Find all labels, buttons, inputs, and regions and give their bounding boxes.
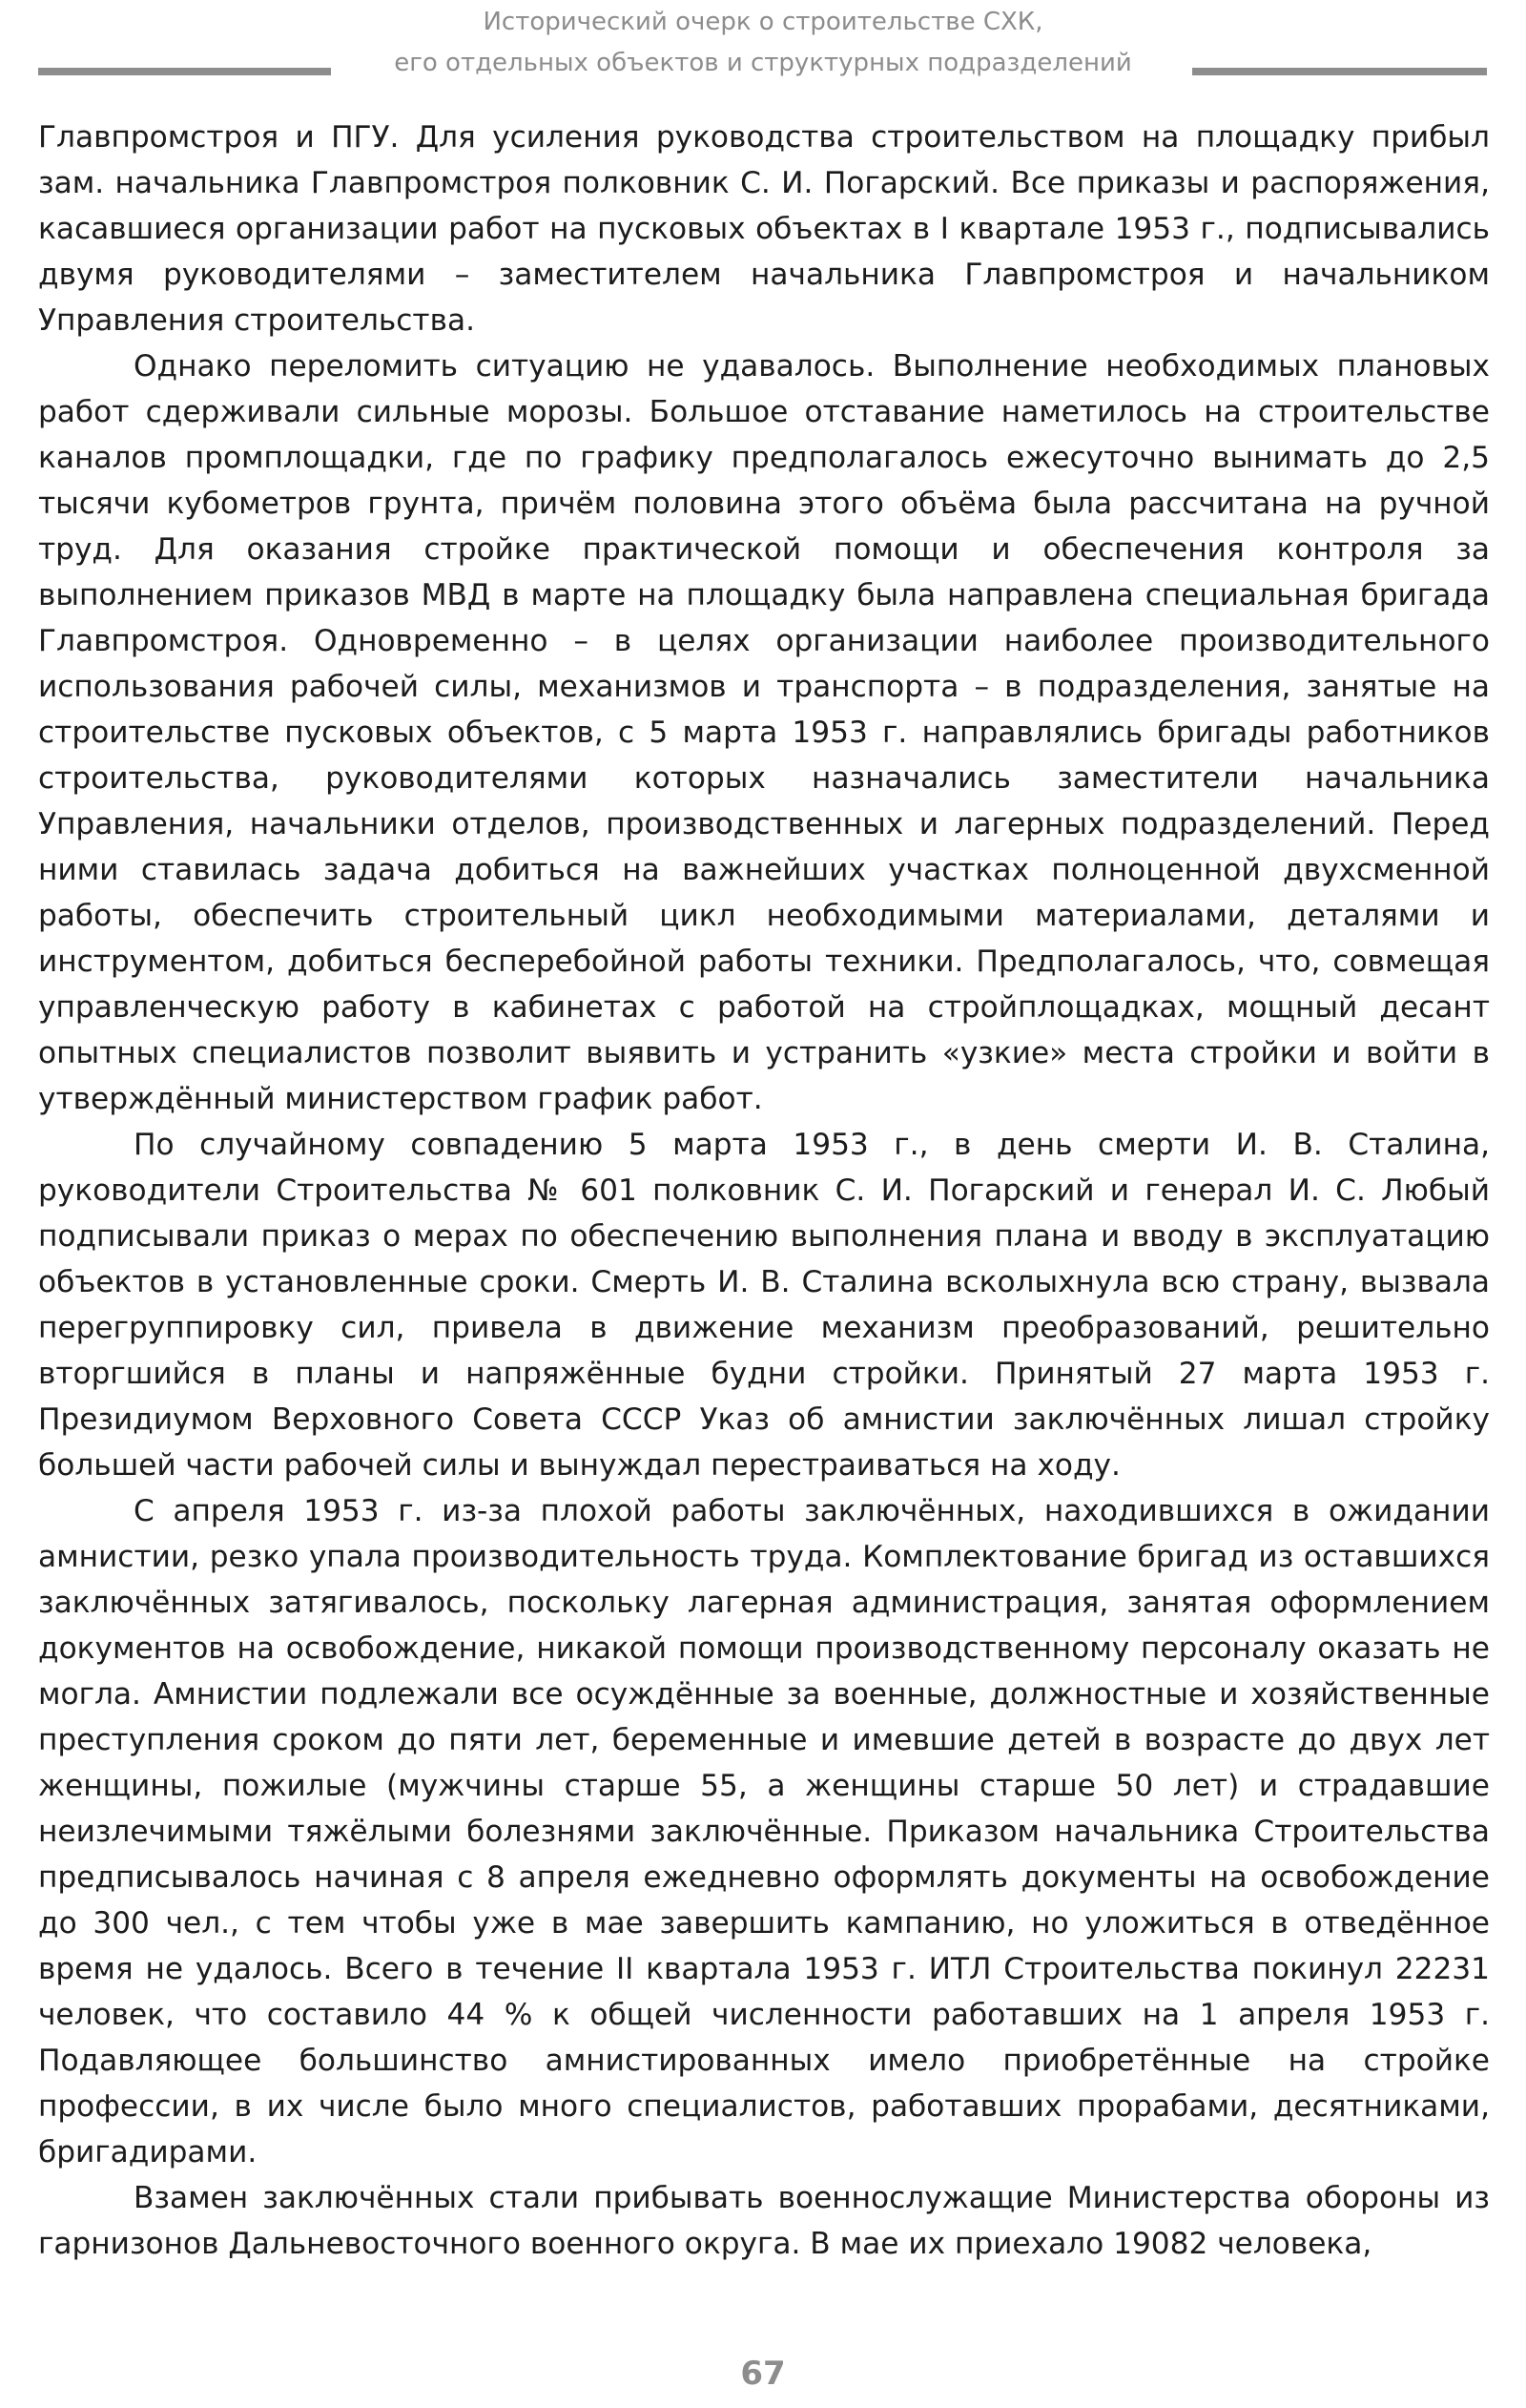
header-rule-right (1192, 68, 1487, 75)
body-text (38, 114, 1490, 2267)
header-title-line-1: Исторический очерк о строительстве СХК, (483, 8, 1043, 36)
paragraph: Взамен заключённых стали прибывать военнослужащие Министерства обороны из гарнизонов Дальневосточного военного округа. В мае их приехало 19082 человека, (38, 2181, 1490, 2261)
running-header (0, 8, 1526, 84)
paragraph: По случайному совпадению 5 марта 1953 г., в день смерти И. В. Сталина, руководители Строительства № 601 полковник С. И. Погарский и генерал И. С. Любый подписывали приказ о мерах по обеспечению выполнения плана и вводу в эксплуатацию объектов в установленные сроки. Смерть И. В. Сталина всколыхнула всю страну, вызвала перегруппировку сил, привела в движение механизм преобразований, решительно вторгшийся в планы и напряжённые будни стройки. Принятый 27 марта 1953 г. Президиумом Верховного Совета СССР Указ об амнистии заключённых лишал стройку большей части рабочей силы и вынуждал перестраиваться на ходу. (38, 1128, 1490, 1483)
header-title-line-2: его отдельных объектов и структурных подразделений (394, 49, 1132, 77)
paragraph-continuation: Главпромстроя и ПГУ. Для усиления руководства строительством на площадку прибыл зам. начальника Главпромстроя полковник С. И. Погарский. Все приказы и распоряжения, касавшиеся организации работ на пусковых объектах в I квартале 1953 г., подписывались двумя руководителями – заместителем начальника Главпромстроя и начальником Управления строительства. (38, 120, 1490, 338)
paragraph: Однако переломить ситуацию не удавалось. Выполнение необходимых плановых работ сдерживали сильные морозы. Большое отставание наметилось на строительстве каналов промплощадки, где по графику предполагалось ежесуточно вынимать до 2,5 тысячи кубометров грунта, причём половина этого объёма была рассчитана на ручной труд. Для оказания стройке практической помощи и обеспечения контроля за выполнением приказов МВД в марте на площадку была направлена специальная бригада Главпромстроя. Одновременно – в целях организации наиболее производительного использования рабочей силы, механизмов и транспорта – в подразделения, занятые на строительстве пусковых объектов, с 5 марта 1953 г. направлялись бригады работников строительства, руководителями которых назначались заместители начальника Управления, начальники отделов, производственных и лагерных подразделений. Перед ними ставилась задача добиться на важнейших участках полноценной двухсменной работы, обеспечить строительный цикл необходимыми материалами, деталями и инструментом, добиться бесперебойной работы техники. Предполагалось, что, совмещая управленческую работу в кабинетах с работой на стройплощадках, мощный десант опытных специалистов позволит выявить и устранить «узкие» места стройки и войти в утверждённый министерством график работ. (38, 349, 1490, 1116)
paragraph: С апреля 1953 г. из-за плохой работы заключённых, находившихся в ожидании амнистии, резко упала производительность труда. Комплектование бригад из оставшихся заключённых затягивалось, поскольку лагерная администрация, занятая оформлением документов на освобождение, никакой помощи производственному персоналу оказать не могла. Амнистии подлежали все осуждённые за военные, должностные и хозяйственные преступления сроком до пяти лет, беременные и имевшие детей в возрасте до двух лет женщины, пожилые (мужчины старше 55, а женщины старше 50 лет) и страдавшие неизлечимыми тяжёлыми болезнями заключённые. Приказом начальника Строительства предписывалось начиная с 8 апреля ежедневно оформлять документы на освобождение до 300 чел., с тем чтобы уже в мае завершить кампанию, но уложиться в отведённое время не удалось. Всего в течение II квартала 1953 г. ИТЛ Строительства покинул 22231 человек, что составило 44 % к общей численности работавших на 1 апреля 1953 г. Подавляющее большинство амнистированных имело приобретённые на стройке профессии, в их числе было много специалистов, работавших прорабами, десятниками, бригадирами. (38, 1494, 1490, 2169)
page-number: 67 (740, 2355, 786, 2393)
